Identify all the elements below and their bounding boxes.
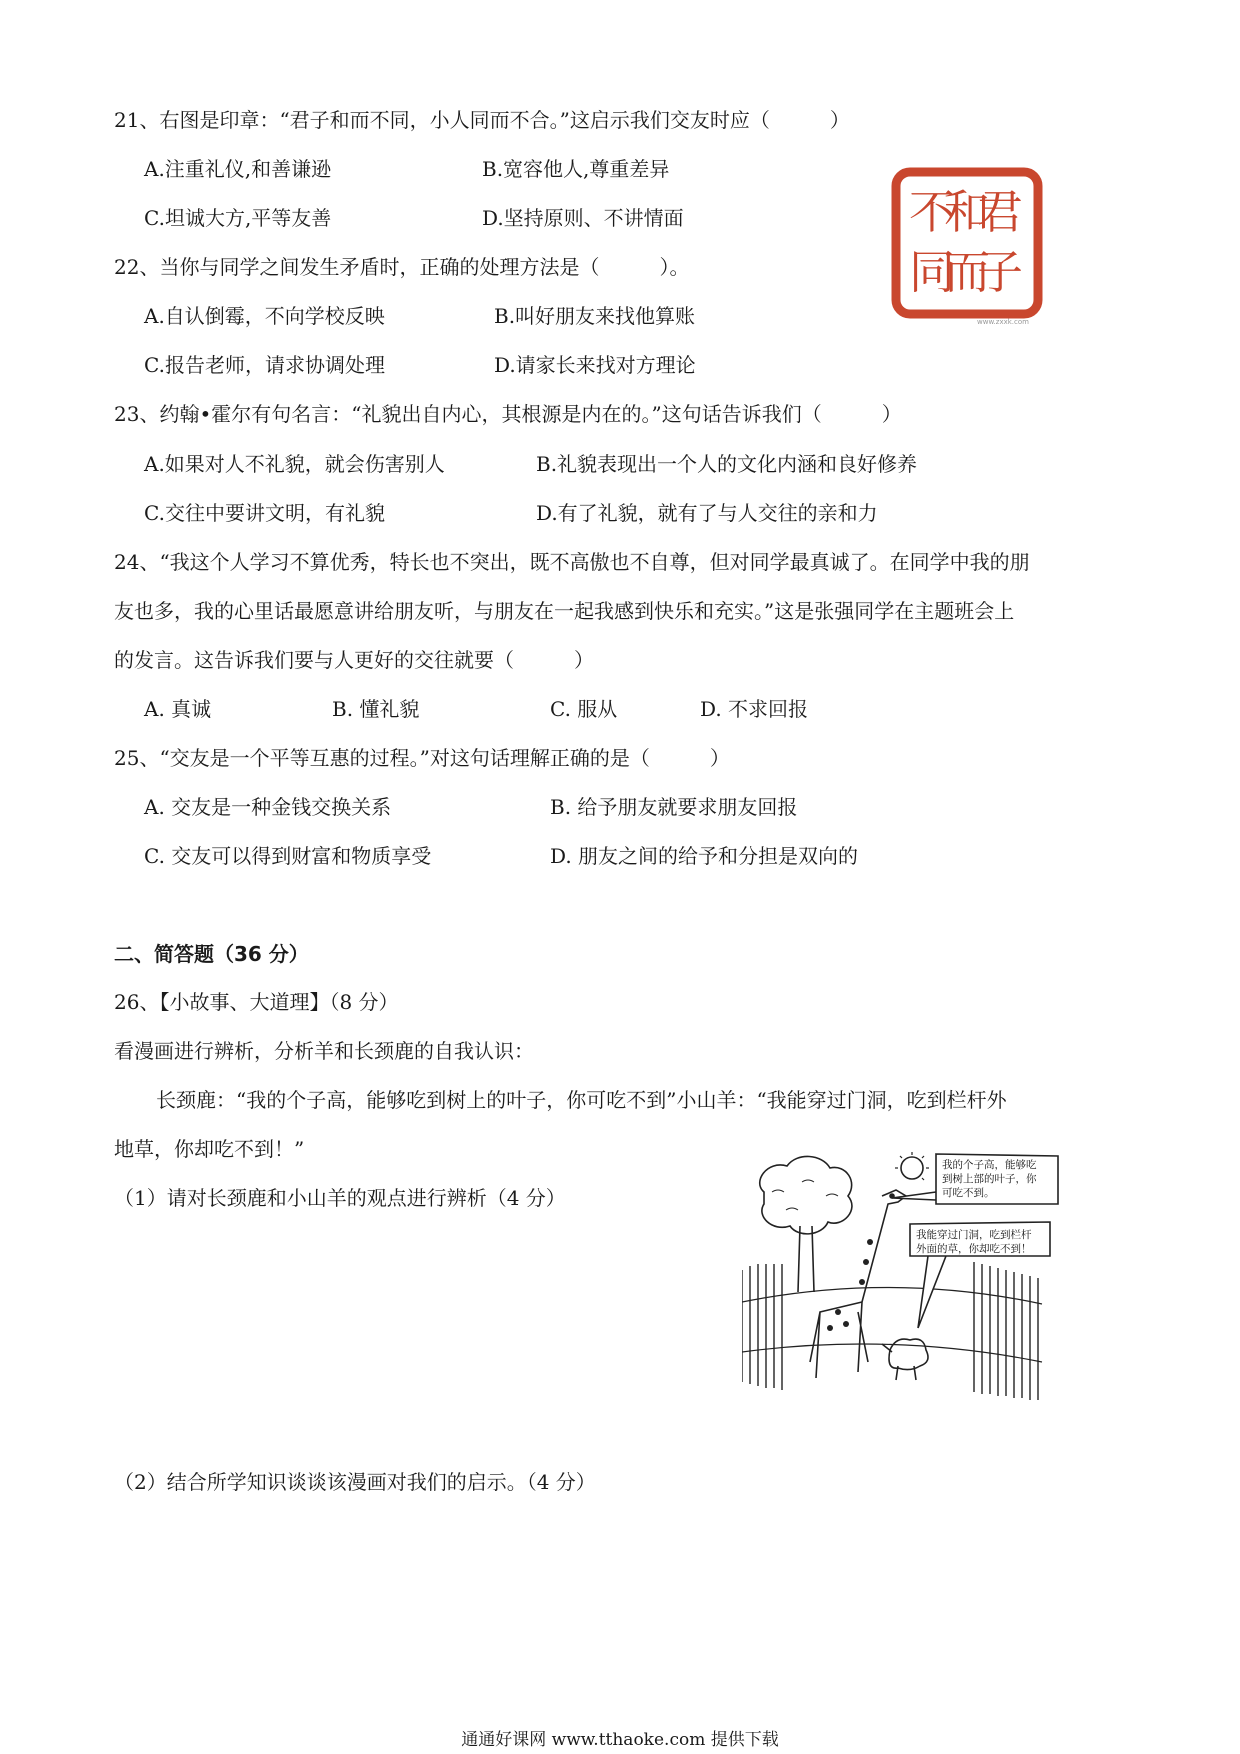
footer-download-note: 通通好课网 www.tthaoke.com 提供下载 [461, 1730, 779, 1750]
q23-option-d: D.有了礼貌，就有了与人交往的亲和力 [536, 501, 878, 525]
q24-option-d: D. 不求回报 [700, 697, 809, 721]
q24-line-2: 友也多，我的心里话最愿意讲给朋友听，与朋友在一起我感到快乐和充实。”这是张强同学在主题班会上 [114, 599, 1015, 623]
q21-option-c: C.坦诚大方,平等友善 [144, 206, 332, 230]
q24-line-3: 的发言。这告诉我们要与人更好的交往就要（ ） [114, 648, 594, 672]
q25-option-a: A. 交友是一种金钱交换关系 [144, 795, 392, 819]
seal-char: 不 [909, 185, 955, 239]
q23-stem: 23、约翰•霍尔有句名言：“礼貌出自内心，其根源是内在的。”这句话告诉我们（ ） [114, 402, 902, 426]
seal-char: 而 [944, 245, 990, 299]
seal-watermark: www.zxxk.com [977, 318, 1029, 326]
speech-bubble-text: 外面的草，你却吃不到！ [916, 1243, 1032, 1255]
seal-char: 子 [977, 245, 1023, 299]
q26-quote-line-1: 长颈鹿：“我的个子高，能够吃到树上的叶子，你可吃不到”小山羊：“我能穿过门洞，吃到栏杆外 [156, 1088, 1007, 1112]
q21-option-b: B.宽容他人,尊重差异 [482, 157, 670, 181]
q22-option-a: A.自认倒霉，不向学校反映 [144, 304, 385, 328]
section-heading: 二、简答题（36 分） [114, 942, 309, 966]
q25-stem: 25、“交友是一个平等互惠的过程。”对这句话理解正确的是（ ） [114, 746, 730, 770]
speech-bubble-text: 到树上部的叶子，你 [942, 1173, 1037, 1185]
speech-bubble-text: 我能穿过门洞，吃到栏杆 [916, 1229, 1032, 1241]
sun-icon [901, 1157, 923, 1179]
q24-option-c: C. 服从 [550, 697, 618, 721]
q25-option-d: D. 朋友之间的给予和分担是双向的 [550, 844, 859, 868]
q22-stem: 22、当你与同学之间发生矛盾时，正确的处理方法是（ ）。 [114, 255, 690, 279]
q21-option-d: D.坚持原则、不讲情面 [482, 206, 684, 230]
seal-char: 同 [909, 245, 955, 299]
fence-icon [742, 1262, 1042, 1400]
q26-quote-line-2: 地草，你却吃不到！” [114, 1137, 305, 1161]
speech-bubble-text: 可吃不到。 [942, 1187, 995, 1199]
q23-option-a: A.如果对人不礼貌，就会伤害别人 [144, 452, 445, 476]
q25-option-c: C. 交友可以得到财富和物质享受 [144, 844, 432, 868]
q21-stem: 21、右图是印章：“君子和而不同，小人同而不合。”这启示我们交友时应（ ） [114, 108, 850, 132]
giraffe-icon [810, 1190, 906, 1378]
q22-option-b: B.叫好朋友来找他算账 [494, 304, 696, 328]
q26-title: 26、【小故事、大道理】（8 分） [114, 990, 399, 1014]
speech-bubble-text: 我的个子高，能够吃 [942, 1159, 1037, 1171]
q25-option-b: B. 给予朋友就要求朋友回报 [550, 795, 798, 819]
seal-image [888, 166, 1048, 326]
giraffe-goat-cartoon [742, 1152, 1062, 1404]
q24-line-1: 24、“我这个人学习不算优秀，特长也不突出，既不高傲也不自尊，但对同学最真诚了。在同学中我的朋 [114, 550, 1030, 574]
q23-option-b: B.礼貌表现出一个人的文化内涵和良好修养 [536, 452, 918, 476]
q21-option-a: A.注重礼仪,和善谦逊 [144, 157, 332, 181]
tree-icon [760, 1156, 852, 1233]
q22-option-c: C.报告老师，请求协调处理 [144, 353, 385, 377]
q26-subquestion-1: （1）请对长颈鹿和小山羊的观点进行辨析（4 分） [114, 1186, 566, 1210]
q26-intro: 看漫画进行辨析，分析羊和长颈鹿的自我认识： [114, 1039, 534, 1063]
q24-option-a: A. 真诚 [144, 697, 212, 721]
q26-subquestion-2: （2）结合所学知识谈谈该漫画对我们的启示。（4 分） [114, 1470, 596, 1494]
seal-char: 君 [977, 185, 1023, 239]
q24-option-b: B. 懂礼貌 [332, 697, 420, 721]
q22-option-d: D.请家长来找对方理论 [494, 353, 696, 377]
seal-char: 和 [944, 185, 990, 239]
q23-option-c: C.交往中要讲文明，有礼貌 [144, 501, 385, 525]
